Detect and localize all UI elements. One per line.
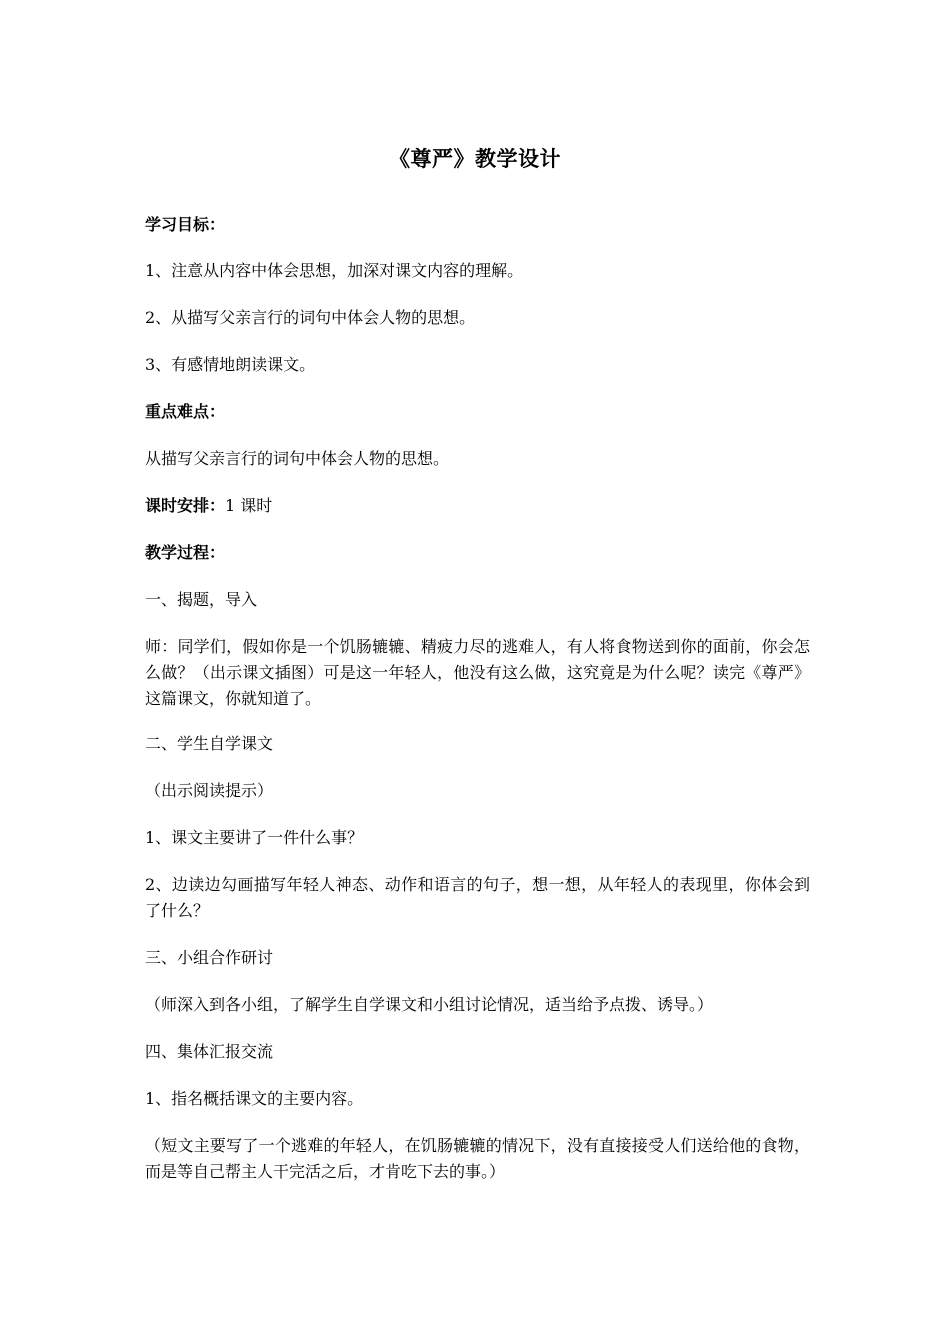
- key-points-heading: 重点难点：: [145, 402, 226, 421]
- objective-item: 3、有感情地朗读课文。: [145, 355, 316, 374]
- objective-item: 2、从描写父亲言行的词句中体会人物的思想。: [145, 308, 476, 327]
- question-item: 2、边读边勾画描写年轻人神态、动作和语言的句子，想一想，从年轻人的表现里，你体会到了什么？: [145, 875, 810, 920]
- report-item: 1、指名概括课文的主要内容。: [145, 1089, 364, 1108]
- step-heading: 四、集体汇报交流: [145, 1042, 274, 1061]
- schedule-value: 1 课时: [225, 496, 273, 515]
- step-paragraph: （师深入到各小组，了解学生自学课文和小组讨论情况，适当给予点拨、诱导。）: [145, 995, 714, 1014]
- key-points-text: 从描写父亲言行的词句中体会人物的思想。: [145, 449, 450, 468]
- report-answer: （短文主要写了一个逃难的年轻人，在饥肠辘辘的情况下，没有直接接受人们送给他的食物，而是等自己帮主人干完活之后，才肯吃下去的事。）: [145, 1136, 810, 1181]
- document-title: 《尊严》教学设计: [389, 146, 561, 171]
- step-paragraph: 师：同学们，假如你是一个饥肠辘辘、精疲力尽的逃难人，有人将食物送到你的面前，你会怎么做？（出示课文插图）可是这一年轻人，他没有这么做，这究竟是为什么呢？读完《尊严》这篇课文，你就知道了。: [145, 637, 810, 708]
- step-heading: 一、揭题，导入: [145, 590, 258, 609]
- objective-item: 1、注意从内容中体会思想，加深对课文内容的理解。: [145, 261, 524, 280]
- step-heading: 三、小组合作研讨: [145, 948, 274, 967]
- schedule-heading: 课时安排：: [145, 496, 226, 515]
- schedule-line: [145, 493, 810, 519]
- step-heading: 二、学生自学课文: [145, 734, 274, 753]
- question-item: 1、课文主要讲了一件什么事？: [145, 828, 364, 847]
- objectives-heading: 学习目标：: [145, 215, 226, 234]
- reading-hint: （出示阅读提示）: [145, 781, 274, 800]
- process-heading: 教学过程：: [145, 543, 226, 562]
